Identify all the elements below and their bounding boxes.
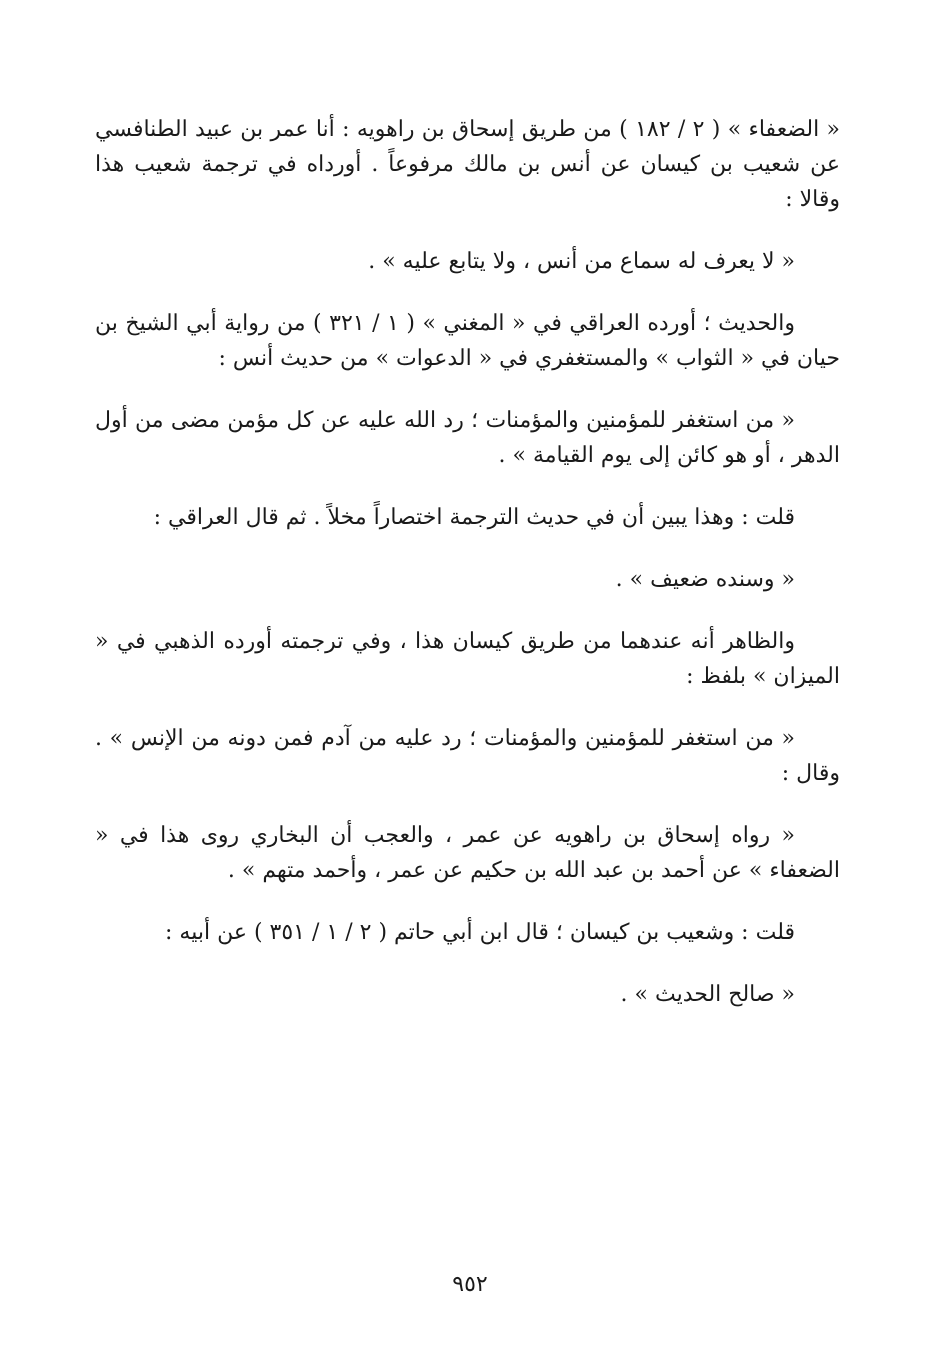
paragraph-7: والظاهر أنه عندهما من طريق كيسان هذا ، وفي ترجمته أورده الذهبي في « الميزان » بلفظ : [95, 629, 840, 689]
paragraph-11: « صالح الحديث » . [620, 982, 795, 1007]
paragraph-6: « وسنده ضعيف » . [615, 567, 795, 592]
paragraph-10: قلت : وشعيب بن كيسان ؛ قال ابن أبي حاتم ( ٢ / ١ / ٣٥١ ) عن أبيه : [165, 920, 795, 945]
paragraph-1: « الضعفاء » ( ٢ / ١٨٢ ) من طريق إسحاق بن راهويه : أنا عمر بن عبيد الطنافسي عن شعيب بن كيسان عن أنس بن مالك مرفوعاً . أورداه في ترجمة شعيب هذا وقالا : [95, 117, 840, 212]
paragraph-2: « لا يعرف له سماع من أنس ، ولا يتابع عليه » . [368, 249, 795, 274]
page-number: ٩٥٢ [452, 1272, 488, 1297]
paragraph-5: قلت : وهذا يبين أن في حديث الترجمة اختصاراً مخلاً . ثم قال العراقي : [153, 505, 795, 530]
page-body [95, 112, 840, 1039]
paragraph-4: « من استغفر للمؤمنين والمؤمنات ؛ رد الله عليه عن كل مؤمن مضى من أول الدهر ، أو هو كائن إلى يوم القيامة » . [95, 408, 840, 468]
paragraph-9: « رواه إسحاق بن راهويه عن عمر ، والعجب أن البخاري روى هذا في « الضعفاء » عن أحمد بن عبد الله بن حكيم عن عمر ، وأحمد متهم » . [95, 823, 840, 883]
paragraph-8: « من استغفر للمؤمنين والمؤمنات ؛ رد عليه من آدم فمن دونه من الإنس » . وقال : [95, 726, 840, 786]
paragraph-3: والحديث ؛ أورده العراقي في « المغني » ( ١ / ٣٢١ ) من رواية أبي الشيخ بن حيان في « الثواب » والمستغفري في « الدعوات » من حديث أنس : [95, 311, 840, 371]
